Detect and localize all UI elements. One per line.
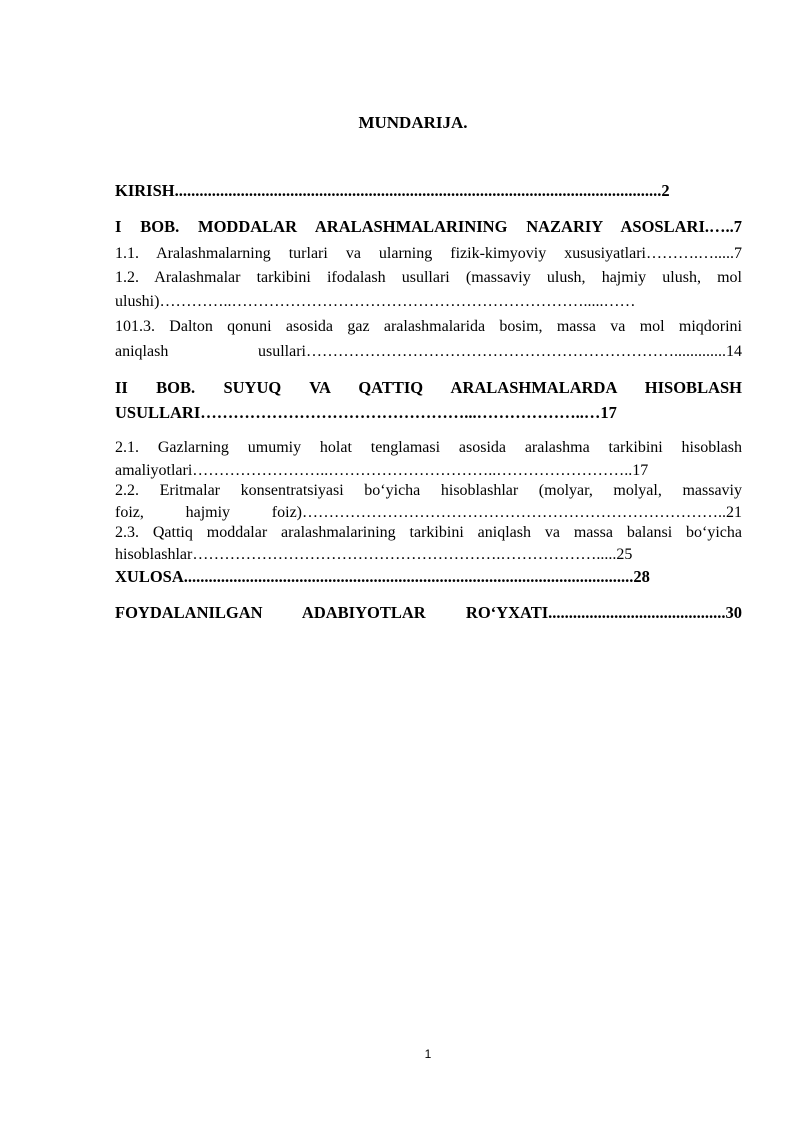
toc-chapter-1[interactable] <box>115 217 742 237</box>
page-title: MUNDARIJA. <box>358 113 468 132</box>
toc-section-2-2[interactable] <box>115 480 742 524</box>
toc-section-2-1[interactable] <box>115 436 742 482</box>
toc-entry-references-text: FOYDALANILGAN ADABIYOTLAR RO‘YXATI...........................................30 <box>115 603 742 622</box>
page-number: 1 <box>424 1047 432 1061</box>
toc-chapter-2-line-2: USULLARI…………………………………………...………………..…17 <box>115 403 617 422</box>
toc-entry-kirish[interactable] <box>115 181 742 201</box>
toc-entry-kirish-text: KIRISH......................................................................................................................2 <box>115 181 670 200</box>
toc-section-1-3-line-1: 101.3. Dalton qonuni asosida gaz aralashmalarida bosim, massa va mol miqdorini <box>115 318 742 335</box>
toc-section-2-2-line-1: 2.2. Eritmalar konsentratsiyasi bo‘yicha hisoblashlar (molyar, molyal, massaviy <box>115 482 742 499</box>
toc-section-2-1-line-1: 2.1. Gazlarning umumiy holat tenglamasi asosida aralashma tarkibini hisoblash <box>115 439 742 456</box>
toc-entry-references[interactable] <box>115 603 742 623</box>
toc-section-1-2[interactable] <box>115 266 742 314</box>
toc-section-2-3-line-1: 2.3. Qattiq moddalar aralashmalarining tarkibini aniqlash va massa balansi bo‘yicha <box>115 524 742 541</box>
toc-section-2-3-line-2: hisoblashlar………………………………………………….……………….....25 <box>115 546 633 563</box>
toc-section-2-2-line-2: foiz, hajmiy foiz)……………………………………………………………………..21 <box>115 504 742 521</box>
toc-section-1-3-line-2: aniqlash usullari…………………………………………………………….............14 <box>115 343 742 360</box>
toc-section-2-1-line-2: amaliyotlari……………………..…………………………..……………………..17 <box>115 462 649 479</box>
toc-chapter-1-title: I BOB. MODDALAR ARALASHMALARINING NAZARIY ASOSLARI.…..7 <box>115 217 742 236</box>
toc-section-1-1[interactable] <box>115 242 742 266</box>
toc-section-1-3[interactable] <box>115 314 742 364</box>
toc-entry-xulosa-text: XULOSA.............................................................................................................28 <box>115 567 650 586</box>
toc-section-1-2-line-1: 1.2. Aralashmalar tarkibini ifodalash usullari (massaviy ulush, hajmiy ulush, mol <box>115 269 742 286</box>
toc-chapter-2-line-1: II BOB. SUYUQ VA QATTIQ ARALASHMALARDA HISOBLASH <box>115 378 742 397</box>
toc-entry-xulosa[interactable] <box>115 567 738 587</box>
toc-section-2-3[interactable] <box>115 522 742 566</box>
toc-chapter-2[interactable] <box>115 375 742 425</box>
toc-section-1-1-text: 1.1. Aralashmalarning turlari va ularning fizik-kimyoviy xususiyatlari……….….....7 <box>115 245 742 262</box>
toc-section-1-2-line-2: ulushi)…………..………………………………………………………….....…… <box>115 293 636 310</box>
